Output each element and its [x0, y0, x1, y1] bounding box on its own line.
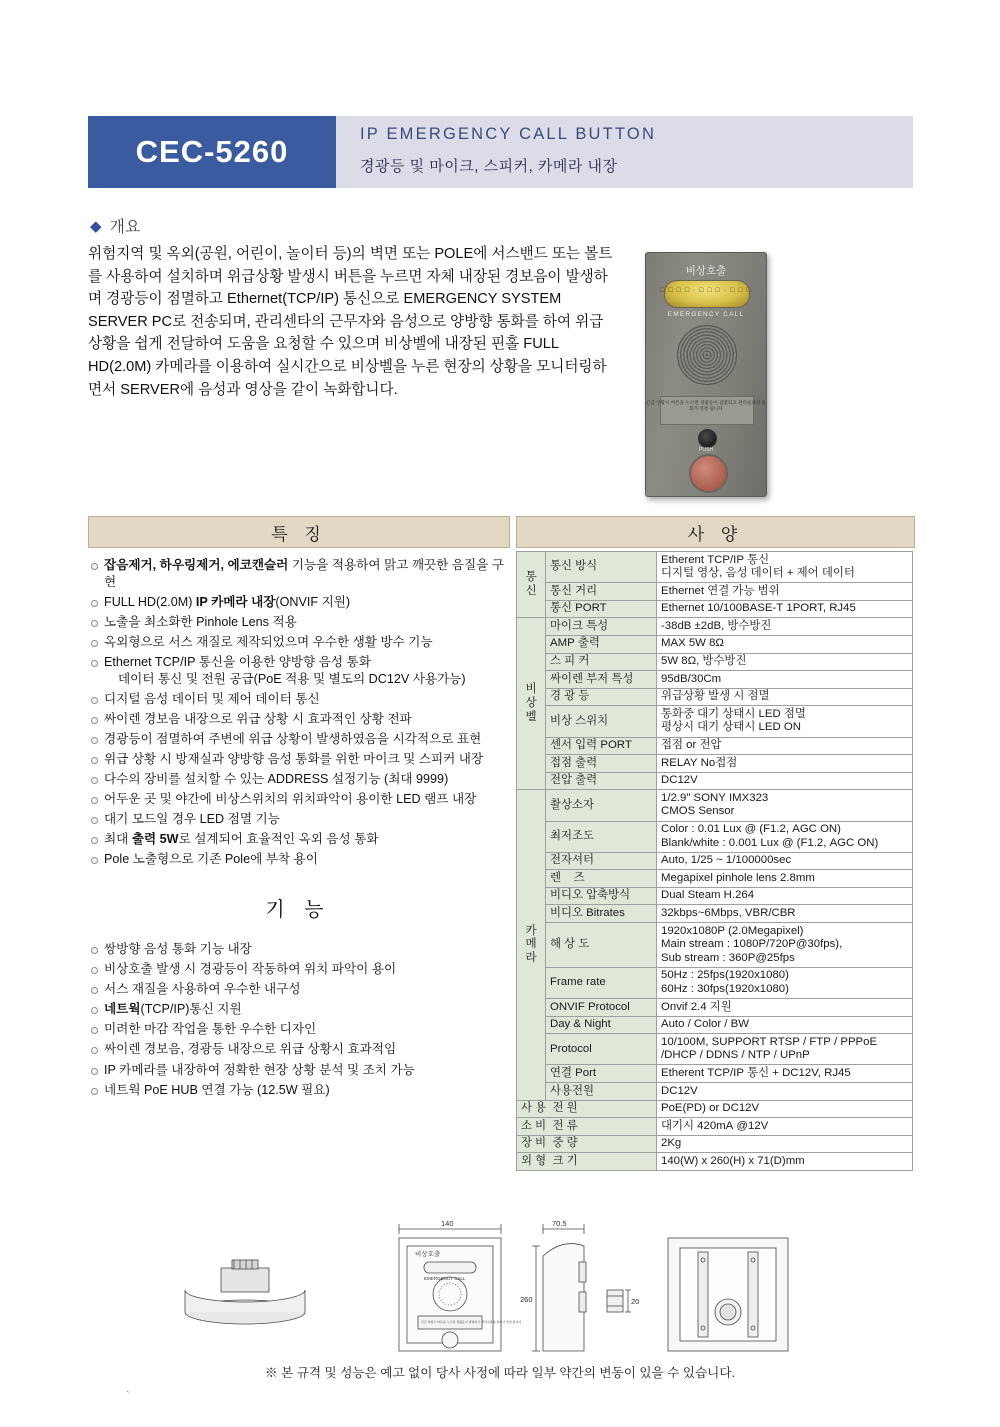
spec-key: 통신 거리 — [546, 583, 657, 601]
function-item: 미려한 마감 작업을 통한 우수한 디자인 — [90, 1021, 505, 1038]
spec-row — [517, 1065, 913, 1083]
spec-key: Day & Night — [546, 1016, 657, 1034]
spec-row — [517, 1135, 913, 1153]
spec-value: Megapixel pinhole lens 2.8mm — [657, 870, 913, 888]
spec-row — [517, 618, 913, 636]
spec-section-title: 사 양 — [516, 516, 915, 548]
document-header — [88, 116, 913, 188]
feature-item: 잡음제거, 하우링제거, 에코캔슬러 기능을 적용하여 맑고 깨끗한 음질을 구현 — [90, 557, 505, 590]
spec-row — [517, 1016, 913, 1034]
spec-value: -38dB ±2dB, 방수방진 — [657, 618, 913, 636]
product-photo — [645, 252, 767, 497]
spec-key: 최저조도 — [546, 821, 657, 852]
spec-value: Auto, 1/25 ~ 1/100000sec — [657, 852, 913, 870]
spec-key: 통신 방식 — [546, 552, 657, 583]
spec-row — [517, 688, 913, 706]
spec-key: ONVIF Protocol — [546, 999, 657, 1017]
spec-value: Etherent TCP/IP 통신 디지털 영상, 음성 데이터 + 제어 데이터 — [657, 552, 913, 583]
spec-row — [517, 552, 913, 583]
feature-item: 디지털 음성 데이터 및 제어 데이터 통신 — [90, 691, 505, 708]
specification-table — [516, 551, 913, 1171]
spec-value: Ethernet 10/100BASE-T 1PORT, RJ45 — [657, 600, 913, 618]
feature-item: 어두운 곳 및 야간에 비상스위치의 위치파악이 용이한 LED 램프 내장 — [90, 791, 505, 808]
spec-row — [517, 671, 913, 689]
model-name: CEC-5260 — [135, 134, 289, 169]
feature-item: 대기 모드일 경우 LED 점멸 기능 — [90, 811, 505, 828]
photo-title: 비상호출 — [685, 265, 727, 277]
spec-value: 1920x1080P (2.0Megapixel) Main stream : 1080P/720P@30fps), Sub stream : 360P@25fps — [657, 923, 913, 968]
spec-value: 1/2.9" SONY IMX323 CMOS Sensor — [657, 790, 913, 821]
spec-key: 장 비 중 량 — [517, 1135, 657, 1153]
spec-row — [517, 737, 913, 755]
spec-value: 5W 8Ω, 방수방진 — [657, 653, 913, 671]
spec-key: 소 비 전 류 — [517, 1118, 657, 1136]
spec-value: 50Hz : 25fps(1920x1080) 60Hz : 30fps(1920x1080) — [657, 967, 913, 998]
feature-item: 위급 상황 시 방재실과 양방향 음성 통화를 위한 마이크 및 스피커 내장 — [90, 751, 505, 768]
spec-value: MAX 5W 8Ω — [657, 635, 913, 653]
spec-value: 140(W) x 260(H) x 71(D)mm — [657, 1153, 913, 1171]
function-item: 싸이렌 경보음, 경광등 내장으로 위급 상황시 효과적임 — [90, 1041, 505, 1058]
spec-key: 센서 입력 PORT — [546, 737, 657, 755]
spec-key: 사용전원 — [546, 1083, 657, 1101]
small-bracket-drawing — [607, 1290, 631, 1312]
photo-instruction-text: 긴급 상황시 버튼을 누르면 경광등이 점멸되고 관리실과의 통화가 연결 됩니다 — [646, 400, 766, 411]
spec-key: 촬상소자 — [546, 790, 657, 821]
spec-key: 스 피 커 — [546, 653, 657, 671]
feature-item: 최대 출력 5W로 설계되어 효율적인 옥외 음성 통화 — [90, 831, 505, 848]
photo-emergency-call-label: EMERGENCY CALL — [667, 311, 745, 318]
spec-row — [517, 1118, 913, 1136]
spec-key: 비상 스위치 — [546, 706, 657, 737]
pole-bracket-drawing — [185, 1260, 305, 1324]
spec-key: 싸이렌 부저 특성 — [546, 671, 657, 689]
spec-value: 2Kg — [657, 1135, 913, 1153]
spec-row — [517, 905, 913, 923]
function-item: 네트웍 PoE HUB 연결 가능 (12.5W 필요) — [90, 1082, 505, 1099]
front-title: 비상호출 — [415, 1251, 441, 1258]
spec-value: PoE(PD) or DC12V — [657, 1100, 913, 1118]
front-ecall: EMERGENCY CALL — [424, 1276, 466, 1281]
title-english: IP EMERGENCY CALL BUTTON — [360, 125, 657, 143]
spec-key: 전압 출력 — [546, 772, 657, 790]
diamond-icon: ◆ — [90, 217, 102, 235]
spec-row — [517, 772, 913, 790]
spec-value: Ethernet 연결 가능 범위 — [657, 583, 913, 601]
feature-item: 경광등이 점멸하여 주변에 위급 상황이 발생하였음을 시각적으로 표현 — [90, 731, 505, 748]
dim-width: 140 — [441, 1219, 454, 1228]
spec-value: Color : 0.01 Lux @ (F1.2, AGC ON) Blank/white : 0.001 Lux @ (F1.2, AGC ON) — [657, 821, 913, 852]
dim-small: 20 — [631, 1297, 640, 1306]
spec-key: AMP 출력 — [546, 635, 657, 653]
function-item: 네트웍(TCP/IP)통신 지원 — [90, 1001, 505, 1018]
spec-group-label: 통 신 — [517, 552, 546, 618]
spec-key: 접점 출력 — [546, 755, 657, 773]
footnote: ※ 본 규격 및 성능은 예고 없이 당사 사정에 따라 일부 약간의 변동이 있을 수 있습니다. — [264, 1366, 736, 1380]
feature-item: 노출을 최소화한 Pinhole Lens 적용 — [90, 614, 505, 631]
spec-value: 32kbps~6Mbps, VBR/CBR — [657, 905, 913, 923]
spec-key: 경 광 등 — [546, 688, 657, 706]
model-badge — [88, 116, 336, 188]
spec-value: DC12V — [657, 772, 913, 790]
spec-value: 95dB/30Cm — [657, 671, 913, 689]
photo-button-label: PUSH — [699, 447, 713, 453]
spec-value: RELAY No접점 — [657, 755, 913, 773]
spec-value: 10/100M, SUPPORT RTSP / FTP / PPPoE /DHCP / DDNS / NTP / UPnP — [657, 1034, 913, 1065]
spec-value: DC12V — [657, 1083, 913, 1101]
spec-value: 접점 or 전압 — [657, 737, 913, 755]
features-list — [90, 557, 505, 872]
spec-group-label: 비 상 벨 — [517, 618, 546, 790]
spec-row — [517, 1083, 913, 1101]
spec-key: 마이크 특성 — [546, 618, 657, 636]
functions-section-title: 기 능 — [265, 898, 331, 921]
specification-body — [517, 552, 913, 1171]
spec-value: 대기시 420mA @12V — [657, 1118, 913, 1136]
spec-row — [517, 583, 913, 601]
spec-row — [517, 923, 913, 968]
spec-row — [517, 1153, 913, 1171]
spec-key: 통신 PORT — [546, 600, 657, 618]
overview-heading — [90, 214, 140, 237]
beacon-lamp-icon — [664, 280, 750, 308]
spec-row — [517, 635, 913, 653]
spec-row — [517, 887, 913, 905]
lamp-text: □ □ □ □ · □ □ □ · □ □ □ — [660, 287, 752, 294]
features-section-title: 특 징 — [88, 516, 510, 548]
spec-row — [517, 1034, 913, 1065]
dim-depth: 70.5 — [552, 1219, 567, 1228]
spec-value: Auto / Color / BW — [657, 1016, 913, 1034]
feature-item: 싸이렌 경보음 내장으로 위급 상황 시 효과적인 상황 전파 — [90, 711, 505, 728]
spec-row — [517, 653, 913, 671]
spec-key: Protocol — [546, 1034, 657, 1065]
spec-row — [517, 967, 913, 998]
spec-key: 비디오 압축방식 — [546, 887, 657, 905]
features-items — [90, 557, 505, 868]
spec-row — [517, 755, 913, 773]
spec-value: Onvif 2.4 지원 — [657, 999, 913, 1017]
spec-row — [517, 706, 913, 737]
title-korean: 경광등 및 마이크, 스피커, 카메라 내장 — [360, 158, 618, 175]
spec-key: 렌 즈 — [546, 870, 657, 888]
spec-row — [517, 852, 913, 870]
front-plate: 긴급 상황시 버튼을 누르면 경광등이 점멸되고 관리실과의 통화가 연결 됩니다 — [421, 1320, 522, 1324]
function-item: IP 카메라를 내장하여 정확한 현장 상황 분석 및 조치 가능 — [90, 1062, 505, 1079]
overview-text: 위험지역 및 옥외(공원, 어린이, 놀이터 등)의 벽면 또는 POLE에 서스밴드 또는 볼트를 사용하여 설치하며 위급상황 발생시 버튼을 누르면 자체 내장된 경보음이 발생하며 경광등이 점멸하고 Ethernet(TCP/IP) 통신으로 EMERGENCY SYSTEM SERVER PC로 전송되며, 관리센타의 근무자와 음성으로 양방향 통화를 하여 위급 상황을 쉽게 전달하여 도움을 요청할 수 있으며 비상벨에 내장된 핀홀 FULL HD(2.0M) 카메라를 이용하여 실시간으로 비상벨을 누른 현장의 상황을 모니터링하면서 SERVER에 음성과 영상을 같이 녹화합니다. — [88, 246, 613, 398]
feature-item: 옥외형으로 서스 재질로 제작되었으며 우수한 생활 방수 기능 — [90, 634, 505, 651]
function-item: 서스 재질을 사용하여 우수한 내구성 — [90, 981, 505, 998]
front-view-drawing — [399, 1224, 501, 1351]
feature-item: Ethernet TCP/IP 통신을 이용한 양방향 음성 통화 데이터 통신 및 전원 공급(PoE 적용 및 별도의 DC12V 사용가능) — [90, 654, 505, 687]
spec-row — [517, 821, 913, 852]
feature-item: 다수의 장비를 설치할 수 있는 ADDRESS 설정기능 (최대 9999) — [90, 771, 505, 788]
feature-item: FULL HD(2.0M) IP 카메라 내장(ONVIF 지원) — [90, 594, 505, 611]
spec-row — [517, 790, 913, 821]
speaker-grille-icon — [677, 325, 737, 385]
spec-key: 비디오 Bitrates — [546, 905, 657, 923]
emergency-button-icon — [689, 454, 728, 493]
function-item: 쌍방향 음성 통화 기능 내장 — [90, 941, 505, 958]
spec-key: 외 형 크 기 — [517, 1153, 657, 1171]
page-corner-mark: ` — [126, 1390, 130, 1402]
spec-row — [517, 870, 913, 888]
header-titles — [336, 116, 913, 188]
spec-row — [517, 1100, 913, 1118]
spec-key: 사 용 전 원 — [517, 1100, 657, 1118]
spec-value: 통화중 대기 상태시 LED 점멸 평상시 대기 상태시 LED ON — [657, 706, 913, 737]
spec-row — [517, 999, 913, 1017]
function-item: 비상호출 발생 시 경광등이 작동하여 위치 파악이 용이 — [90, 961, 505, 978]
functions-list — [90, 941, 505, 1102]
spec-key: 전자셔터 — [546, 852, 657, 870]
dim-height: 260 — [520, 1295, 533, 1304]
dimension-drawings — [88, 1216, 913, 1356]
feature-item: Pole 노출형으로 기존 Pole에 부착 용이 — [90, 851, 505, 868]
pinhole-camera-icon — [698, 429, 717, 448]
spec-value: 위급상황 발생 시 점멸 — [657, 688, 913, 706]
spec-key: 해 상 도 — [546, 923, 657, 968]
side-view-drawing — [532, 1224, 586, 1351]
back-view-drawing — [668, 1238, 788, 1351]
spec-key: 연결 Port — [546, 1065, 657, 1083]
functions-items — [90, 941, 505, 1098]
spec-value: Dual Steam H.264 — [657, 887, 913, 905]
spec-group-label: 카 메 라 — [517, 790, 546, 1100]
overview-label: 개요 — [109, 219, 141, 236]
drawings-svg — [88, 1216, 913, 1356]
spec-row — [517, 600, 913, 618]
spec-key: Frame rate — [546, 967, 657, 998]
spec-value: Etherent TCP/IP 통신 + DC12V, RJ45 — [657, 1065, 913, 1083]
